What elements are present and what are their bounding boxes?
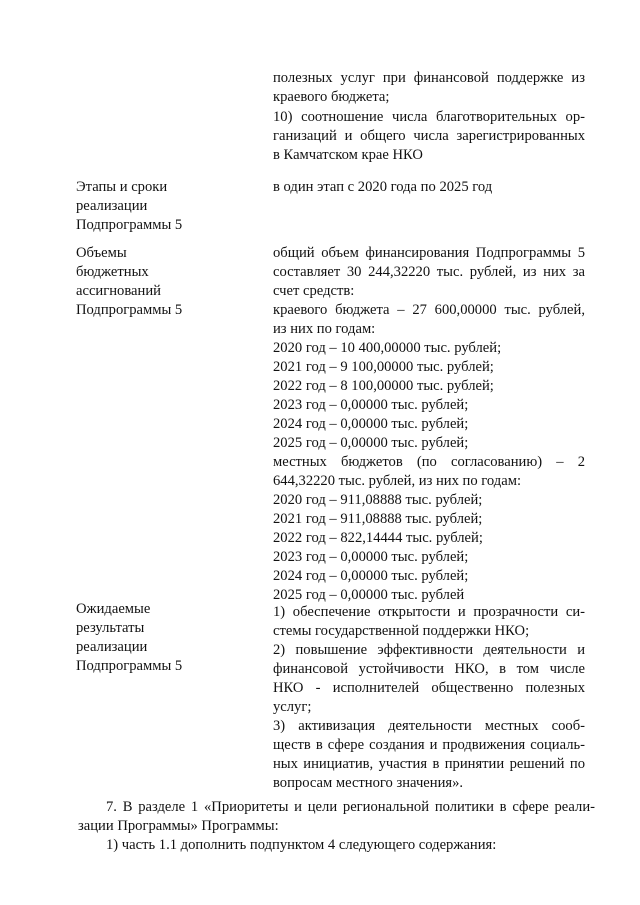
row-value-line: 644,32220 тыс. рублей, из них по годам: — [273, 473, 522, 489]
row-value-line: вопросам местного значения». — [273, 775, 464, 791]
row-value-line: 2023 год – 0,00000 тыс. рублей; — [273, 549, 469, 565]
row-value-line: из них по годам: — [273, 321, 376, 337]
row-value-line: 2021 год – 9 100,00000 тыс. рублей; — [273, 359, 494, 375]
row-value-line: стемы государственной поддержки НКО; — [273, 623, 530, 639]
row-value-line: услуг; — [273, 699, 312, 715]
row-value-line: 2024 год – 0,00000 тыс. рублей; — [273, 416, 469, 432]
row-value-line: краевого бюджета – 27 600,00000 тыс. рублей, — [273, 302, 585, 318]
row-value-line: 3) активизация деятельности местных сооб- — [273, 718, 585, 734]
value-line: ганизаций и общего числа зарегистрированных — [273, 128, 585, 144]
row-value-line: в один этап с 2020 года по 2025 год — [273, 179, 493, 195]
value-line: в Камчатском крае НКО — [273, 147, 423, 163]
row-value-line: ществ в сфере создания и продвижения социаль- — [273, 737, 585, 753]
row-value-line: 2021 год – 911,08888 тыс. рублей; — [273, 511, 483, 527]
row-value-line: 2024 год – 0,00000 тыс. рублей; — [273, 568, 469, 584]
row-label-line: Подпрограммы 5 — [76, 302, 183, 318]
row-label-line: Этапы и сроки — [76, 179, 168, 195]
value-line: полезных услуг при финансовой поддержке из — [273, 70, 585, 86]
row-label-line: бюджетных — [76, 264, 149, 280]
row-value-line: НКО - исполнителей общественно полезных — [273, 680, 585, 696]
row-value-line: финансовой устойчивости НКО, в том числе — [273, 661, 585, 677]
row-value-line: счет средств: — [273, 283, 355, 299]
row-value-line: местных бюджетов (по согласованию) – 2 — [273, 454, 585, 470]
row-value-line: 2022 год – 8 100,00000 тыс. рублей; — [273, 378, 494, 394]
row-label-line: Подпрограммы 5 — [76, 217, 183, 233]
row-value-line: 1) обеспечение открытости и прозрачности си- — [273, 604, 585, 620]
row-value-line: 2023 год – 0,00000 тыс. рублей; — [273, 397, 469, 413]
row-value-line: 2025 год – 0,00000 тыс. рублей — [273, 587, 465, 603]
value-line: краевого бюджета; — [273, 89, 390, 105]
row-value-line: ных инициатив, участия в принятии решений по — [273, 756, 585, 772]
value-line: 10) соотношение числа благотворительных ор- — [273, 109, 585, 125]
row-label-line: Объемы — [76, 245, 127, 261]
row-value-line: 2) повышение эффективности деятельности и — [273, 642, 585, 658]
row-value-line: 2025 год – 0,00000 тыс. рублей; — [273, 435, 469, 451]
body-paragraph-line: 1) часть 1.1 дополнить подпунктом 4 следующего содержания: — [106, 837, 497, 853]
row-label-line: реализации — [76, 639, 148, 655]
row-label-line: Подпрограммы 5 — [76, 658, 183, 674]
row-value-line: общий объем финансирования Подпрограммы 5 — [273, 245, 585, 261]
row-label-line: Ожидаемые — [76, 601, 151, 617]
row-value-line: 2020 год – 10 400,00000 тыс. рублей; — [273, 340, 502, 356]
row-label-line: ассигнований — [76, 283, 161, 299]
row-value-line: 2020 год – 911,08888 тыс. рублей; — [273, 492, 483, 508]
row-label-line: реализации — [76, 198, 148, 214]
row-value-line: 2022 год – 822,14444 тыс. рублей; — [273, 530, 483, 546]
row-value-line: составляет 30 244,32220 тыс. рублей, из них за — [273, 264, 585, 280]
body-paragraph-line: зации Программы» Программы: — [78, 818, 279, 834]
row-label-line: результаты — [76, 620, 145, 636]
body-paragraph-line: 7. В разделе 1 «Приоритеты и цели региональной политики в сфере реали- — [106, 799, 595, 815]
